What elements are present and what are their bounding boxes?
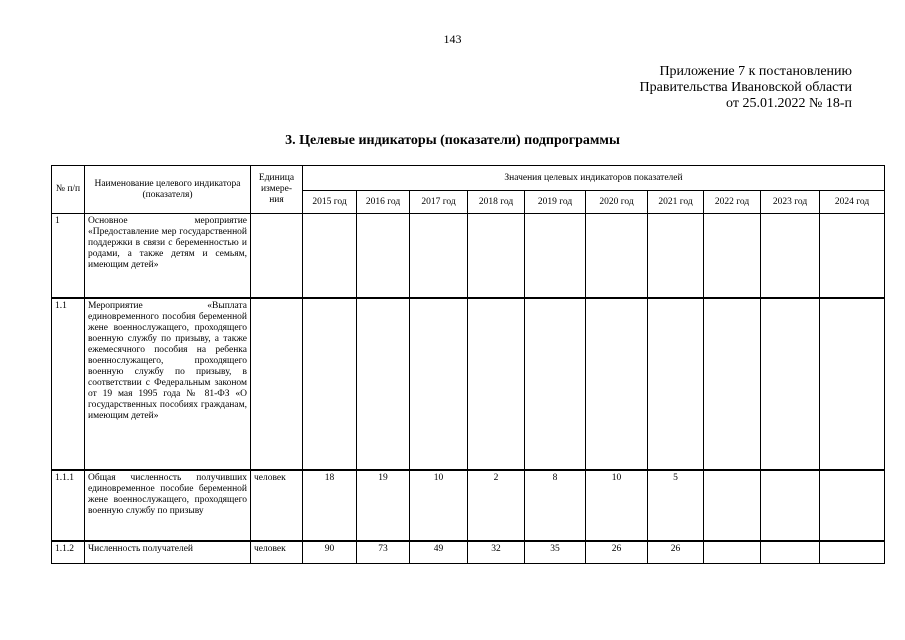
year-header: 2019 год (525, 191, 586, 214)
row-name: Численность получателей (85, 541, 251, 564)
year-header: 2024 год (820, 191, 885, 214)
row-number: 1.1 (52, 298, 85, 470)
value-cell (410, 214, 468, 298)
value-cell (761, 541, 820, 564)
table-row (52, 298, 885, 470)
value-cell (586, 214, 648, 298)
header-values: Значения целевых индикаторов показателей (303, 166, 885, 191)
year-header: 2015 год (303, 191, 357, 214)
value-cell: 26 (648, 541, 704, 564)
value-cell (704, 214, 761, 298)
year-header: 2021 год (648, 191, 704, 214)
section-title: 3. Целевые индикаторы (показатели) подпрограммы (285, 133, 620, 148)
year-header: 2020 год (586, 191, 648, 214)
value-cell: 35 (525, 541, 586, 564)
value-cell (820, 541, 885, 564)
value-cell: 49 (410, 541, 468, 564)
value-cell (704, 298, 761, 470)
appendix-line-1: Приложение 7 к постановлению (659, 64, 852, 79)
row-unit (251, 214, 303, 298)
indicators-table (51, 165, 885, 564)
table-row (52, 470, 885, 541)
value-cell: 19 (357, 470, 410, 541)
value-cell (525, 214, 586, 298)
row-number: 1.1.1 (52, 470, 85, 541)
value-cell: 90 (303, 541, 357, 564)
value-cell (357, 298, 410, 470)
value-cell (761, 298, 820, 470)
header-num: № п/п (52, 166, 85, 214)
value-cell (357, 214, 410, 298)
table-header-row (52, 166, 885, 191)
value-cell (761, 214, 820, 298)
value-cell (468, 214, 525, 298)
value-cell (648, 214, 704, 298)
value-cell (820, 214, 885, 298)
value-cell (761, 470, 820, 541)
row-name: Общая численность получивших единовременное пособие беременной жене военнослужащего, проходящего военную службу по призыву (85, 470, 251, 541)
value-cell: 2 (468, 470, 525, 541)
value-cell: 32 (468, 541, 525, 564)
value-cell (704, 470, 761, 541)
row-name: Мероприятие «Выплата единовременного пособия беременной жене военнослужащего, проходящего военную службу по призыву, а также ежемесячного пособия на ребенка военнослужащего, проходящего военную службу по призыву, в соответствии с Федеральным законом от 19 мая 1995 года № 81-ФЗ «О государственных пособиях гражданам, имеющим детей» (85, 298, 251, 470)
appendix-header (640, 64, 852, 112)
value-cell: 10 (586, 470, 648, 541)
year-header: 2018 год (468, 191, 525, 214)
page-number: 143 (443, 32, 462, 46)
row-number: 1.1.2 (52, 541, 85, 564)
appendix-line-2: Правительства Ивановской области (639, 80, 852, 95)
row-unit: человек (251, 470, 303, 541)
value-cell: 73 (357, 541, 410, 564)
value-cell: 10 (410, 470, 468, 541)
value-cell (525, 298, 586, 470)
value-cell (410, 298, 468, 470)
value-cell (303, 298, 357, 470)
year-header: 2023 год (761, 191, 820, 214)
year-header: 2022 год (704, 191, 761, 214)
table-row (52, 541, 885, 564)
value-cell: 18 (303, 470, 357, 541)
row-unit: человек (251, 541, 303, 564)
value-cell (468, 298, 525, 470)
value-cell (648, 298, 704, 470)
row-unit (251, 298, 303, 470)
year-header: 2017 год (410, 191, 468, 214)
value-cell: 26 (586, 541, 648, 564)
value-cell: 8 (525, 470, 586, 541)
appendix-line-3: от 25.01.2022 № 18-п (726, 96, 852, 111)
header-name: Наименование целевого индикатора (показателя) (85, 166, 251, 214)
row-number: 1 (52, 214, 85, 298)
value-cell (586, 298, 648, 470)
header-unit: Единица измере-ния (251, 166, 303, 214)
table-row (52, 214, 885, 298)
value-cell (303, 214, 357, 298)
row-name: Основное мероприятие «Предоставление мер государственной поддержки в связи с беременностью и родами, а также детям и семьям, имеющим детей» (85, 214, 251, 298)
value-cell (820, 470, 885, 541)
value-cell (704, 541, 761, 564)
value-cell: 5 (648, 470, 704, 541)
year-header: 2016 год (357, 191, 410, 214)
value-cell (820, 298, 885, 470)
